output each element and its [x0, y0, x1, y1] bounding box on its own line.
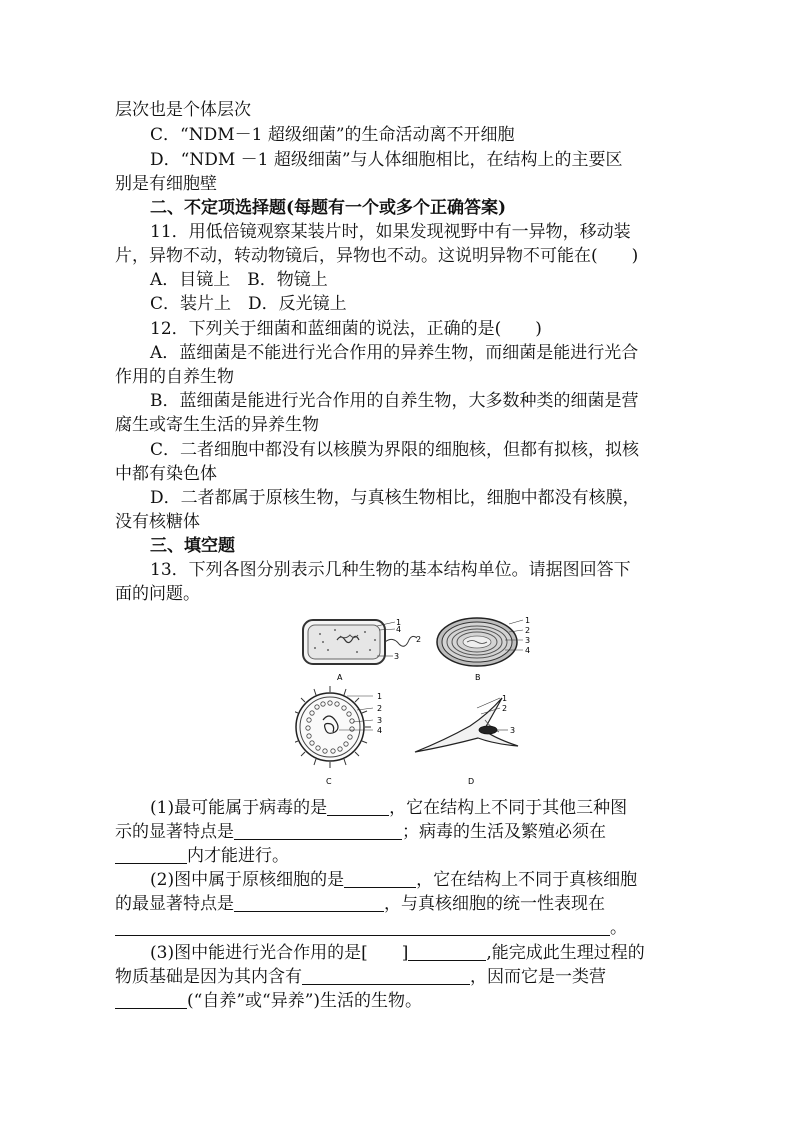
q2-text: 。	[610, 918, 627, 938]
text-line: 层次也是个体层次	[115, 100, 251, 120]
option-a: A．蓝细菌是不能进行光合作用的异养生物，而细菌是能进行光合	[150, 343, 639, 363]
q2-text: ，它在结构上不同于真核细胞	[416, 870, 638, 890]
label-4: 4	[377, 726, 383, 735]
text-line: 作用的自养生物	[115, 367, 234, 387]
answer-blank[interactable]	[115, 918, 610, 936]
q1-text: 示的显著特点是	[115, 822, 234, 842]
answer-blank[interactable]	[115, 991, 187, 1009]
answer-blank[interactable]	[344, 870, 416, 888]
section-heading-3: 三、填空题	[150, 536, 235, 556]
q2-line-1	[150, 868, 685, 892]
figure-b-cyanobacterium	[437, 616, 530, 682]
label-1: 1	[377, 692, 383, 701]
q3-text: ,能完成此生理过程的	[486, 943, 645, 963]
label-3: 3	[525, 636, 531, 645]
question-12: 12．下列关于细菌和蓝细菌的说法，正确的是( )	[150, 319, 542, 339]
answer-blank[interactable]	[234, 822, 402, 840]
label-2: 2	[502, 704, 508, 713]
section-heading-2: 二、不定项选择题(每题有一个或多个正确答案)	[150, 198, 507, 218]
option-d: D．“NDM －1 超级细菌”与人体细胞相比，在结构上的主要区	[150, 150, 623, 170]
option-c: C．二者细胞中都没有以核膜为界限的细胞核，但都有拟核，拟核	[150, 440, 640, 460]
q2-text: (2)图中属于原核细胞的是	[150, 870, 345, 890]
q3-line-1	[150, 941, 685, 965]
text-line: 片，异物不动，转动物镜后，异物也不动。这说明异物不可能在( )	[115, 246, 639, 266]
q3-text: (3)图中能进行光合作用的是[ ]	[150, 943, 409, 963]
option-c: C．“NDM－1 超级细菌”的生命活动离不开细胞	[150, 125, 515, 145]
options-cd: C．装片上 D．反光镜上	[150, 294, 347, 314]
q1-text: ，它在结构上不同于其他三种图	[389, 798, 628, 818]
answer-blank[interactable]	[115, 846, 187, 864]
text-line: 中都有染色体	[115, 464, 217, 484]
options-ab: A．目镜上 B．物镜上	[150, 270, 328, 290]
label-3: 3	[510, 726, 516, 735]
option-b: B．蓝细菌是能进行光合作用的自养生物，大多数种类的细菌是营	[150, 391, 639, 411]
label-3: 3	[394, 652, 400, 661]
text-line: 腐生或寄生生活的异养生物	[115, 415, 319, 435]
figure-cells	[295, 612, 545, 787]
label-2: 2	[416, 635, 422, 644]
q1-text: ；病毒的生活及繁殖必须在	[402, 822, 606, 842]
q1-line-2	[115, 820, 685, 844]
q2-text: 的最显著特点是	[115, 894, 234, 914]
text-line: 没有核糖体	[115, 512, 200, 532]
q3-line-3	[115, 989, 685, 1013]
q2-line-3	[115, 916, 685, 940]
figure-label-c: C	[326, 777, 332, 786]
label-1: 1	[525, 616, 531, 625]
q3-text: 物质基础是因为其内含有	[115, 967, 302, 987]
answer-blank[interactable]	[302, 967, 470, 985]
figure-label-b: B	[475, 673, 481, 682]
text-line: 面的问题。	[115, 584, 200, 604]
q2-line-2	[115, 892, 685, 916]
figure-label-d: D	[468, 777, 475, 786]
figure-c-virus	[295, 686, 382, 786]
text-line: 别是有细胞壁	[115, 174, 217, 194]
figure-label-a: A	[337, 673, 343, 682]
label-4: 4	[525, 646, 531, 655]
figure-d-cell	[415, 694, 518, 786]
figure-a-bacterium	[303, 618, 421, 682]
answer-blank[interactable]	[327, 798, 389, 816]
q1-text: (1)最可能属于病毒的是	[150, 798, 328, 818]
q3-text: ，因而它是一类营	[470, 967, 606, 987]
q3-text: (“自养”或“异养”)生活的生物。	[187, 991, 423, 1011]
label-2: 2	[525, 626, 531, 635]
question-13: 13．下列各图分别表示几种生物的基本结构单位。请据图回答下	[150, 560, 631, 580]
q1-line-3	[115, 844, 685, 868]
q1-line-1	[150, 796, 685, 820]
q3-line-2	[115, 965, 685, 989]
q2-text: ，与真核细胞的统一性表现在	[384, 894, 605, 914]
label-3: 3	[377, 716, 383, 725]
question-11: 11．用低倍镜观察某装片时，如果发现视野中有一异物，移动装	[150, 222, 631, 242]
q1-text: 内才能进行。	[187, 846, 289, 866]
label-2: 2	[377, 704, 383, 713]
label-4: 4	[396, 625, 402, 634]
option-d: D．二者都属于原核生物，与真核生物相比，细胞中都没有核膜，	[150, 488, 640, 508]
label-1: 1	[396, 618, 402, 627]
answer-blank[interactable]	[408, 943, 486, 961]
label-1: 1	[502, 694, 508, 703]
answer-blank[interactable]	[234, 894, 384, 912]
